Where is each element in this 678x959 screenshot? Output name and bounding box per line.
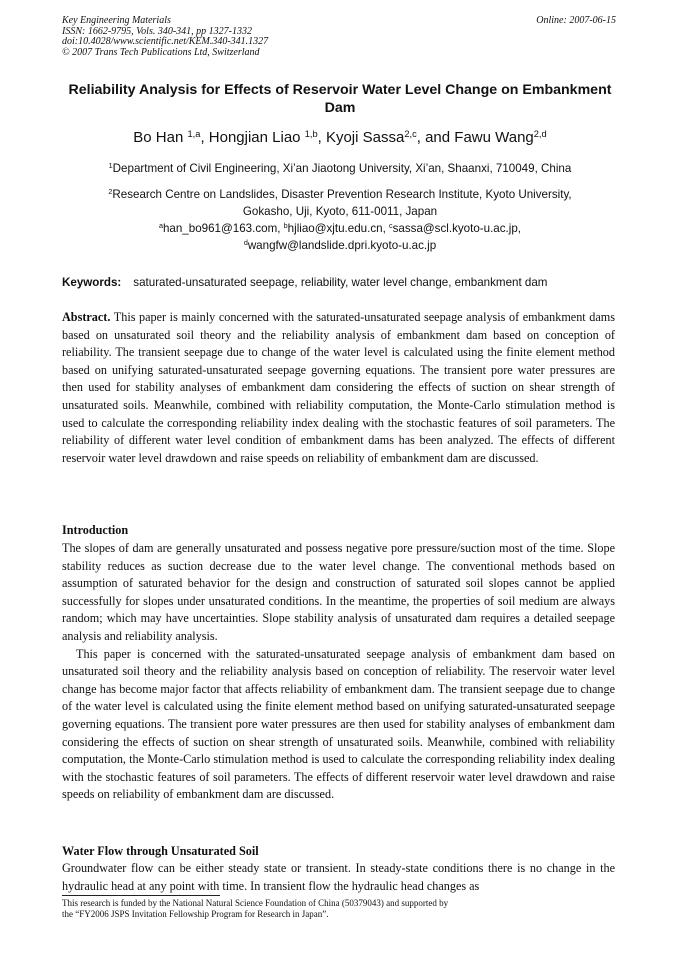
footnote	[62, 898, 618, 919]
email-link[interactable]: wangfw@landslide.dpri.kyoto-u.ac.jp	[247, 239, 437, 252]
email-link[interactable]: sassa@scl.kyoto-u.ac.jp,	[392, 222, 522, 235]
affil-text: Gokasho, Uji, Kyoto, 611-0011, Japan	[242, 205, 438, 218]
email-mark: d	[243, 238, 248, 248]
issn-line: ISSN: 1662-9795, Vols. 340-341, pp 1327-1332	[62, 25, 252, 37]
affil-text: Department of Civil Engineering, Xi’an Jiaotong University, Xi’an, Shaanxi, 710049, China	[112, 162, 572, 175]
abstract	[62, 309, 615, 467]
copyright-line: © 2007 Trans Tech Publications Ltd, Switzerland	[62, 46, 260, 58]
introduction-body	[62, 540, 615, 804]
author-list	[62, 128, 618, 148]
paper-title: Reliability Analysis for Effects of Reservoir Water Level Change on Embankment Dam	[68, 82, 612, 116]
footnote-line: the “FY2006 JSPS Invitation Fellowship Program for Research in Japan”.	[62, 908, 329, 919]
keywords-label: Keywords:	[62, 276, 122, 289]
section-heading: Water Flow through Unsaturated Soil	[62, 844, 259, 858]
email-link[interactable]: han_bo961@163.com,	[162, 222, 284, 235]
doi-line[interactable]: doi:10.4028/www.scientific.net/KEM.340-341.1327	[62, 36, 269, 47]
author-name: , Kyoji Sassa	[317, 129, 405, 146]
abstract-label: Abstract.	[62, 310, 111, 324]
affiliation-1	[62, 160, 618, 177]
keywords-text: saturated-unsaturated seepage, reliability, water level change, embankment dam	[133, 276, 548, 289]
affil-text: Research Centre on Landslides, Disaster Prevention Research Institute, Kyoto University,	[112, 188, 572, 201]
affil-mark: 1	[108, 161, 113, 171]
section-body	[62, 860, 615, 895]
author-affil-mark: 2,c	[404, 128, 417, 139]
email-mark: b	[283, 221, 288, 231]
email-line	[62, 237, 618, 254]
author-affil-mark: 1,a	[187, 128, 201, 139]
abstract-text: This paper is mainly concerned with the saturated-unsaturated seepage analysis of embankment dams based on unsaturated soil theory and the reliability analysis of embankment dam based on conception of reliability. The transient seepage due to change of the water level is calculated using the finite element method based on unifying saturated-unsaturated seepage governing equations. The transient pore water pressures are then used for stability analyses of embankment dam considering the effects of suction on shear strength of unsaturated soils. Meanwhile, combined with reliability computation, the Monte-Carlo stimulation method is used to calculate the corresponding reliability index dealing with the stochastic features of soil parameters. The reliability of different water level condition of embankment dams has been analyzed. The effects of different reservoir water level drawdown and raise speeds on reliability of embankment dam are discussed.	[62, 310, 615, 465]
author-affil-mark: 1,b	[304, 128, 318, 139]
email-line	[62, 220, 618, 237]
author-name: , Hongjian Liao	[200, 129, 305, 146]
email-mark: c	[389, 221, 393, 231]
keywords	[62, 275, 618, 291]
email-mark: a	[158, 221, 163, 231]
journal-name: Key Engineering Materials	[62, 15, 171, 26]
email-link[interactable]: hjliao@xjtu.edu.cn,	[287, 222, 390, 235]
paragraph: This paper is concerned with the saturated-unsaturated seepage analysis of embankment dam based on unsaturated soil theory and the reliability analysis based on conception of reliability. The reservoir water level change has become major factor that affects reliability of embankment dam. The transient seepage due to change of the water level is calculated using the finite element method based on unifying saturated-unsaturated seepage governing equations. The transient pore water pressures are then used for stability analyses of embankment dam considering the effects of suction on shear strength of unsaturated soils. Meanwhile, combined with reliability computation, the Monte-Carlo stimulation method is used to calculate the corresponding reliability index dealing with the stochastic features of soil parameters. The effects of different reservoir water level drawdown and raise speeds on reliability of embankment dam are discussed.	[62, 646, 615, 802]
footnote-divider	[62, 895, 220, 896]
author-affil-mark: 2,d	[533, 128, 547, 139]
journal-header	[62, 16, 618, 58]
affiliation-2	[62, 186, 618, 254]
author-name: Bo Han	[133, 129, 188, 146]
section-heading: Introduction	[62, 523, 129, 537]
online-date: Online: 2007-06-15	[536, 15, 616, 26]
affil-mark: 2	[108, 187, 113, 197]
paragraph: Groundwater flow can be either steady state or transient. In steady-state conditions there is no change in the hydraulic head at any point with time. In transient flow the hydraulic head changes as	[62, 861, 615, 893]
footnote-line: This research is funded by the National Natural Science Foundation of China (50379043) and supported by	[62, 898, 449, 908]
author-name: , and Fawu Wang	[416, 129, 534, 146]
paragraph: The slopes of dam are generally unsaturated and possess negative pore pressure/suction most of the time. Slope stability reduces as suction decrease due to the water level change. The conventional methods based on assumption of saturated behavior for the design and construction of saturated soil slopes cannot be applied successfully for slopes under unsaturated conditions. In the meantime, the properties of soil medium are always random; which may have uncertainties. Slope stability analysis of unsaturated dam requires a detailed seepage analysis and reliability analysis.	[62, 541, 615, 643]
